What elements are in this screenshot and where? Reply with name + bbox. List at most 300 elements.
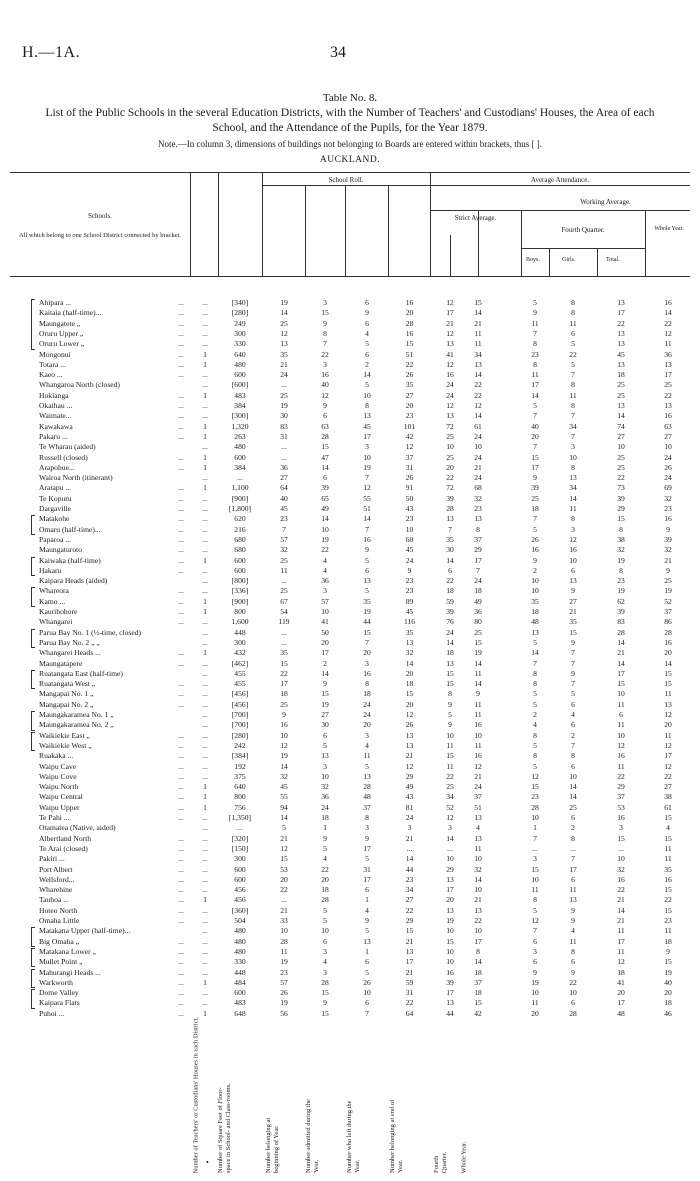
table-row bbox=[0, 720, 700, 730]
table-row bbox=[0, 391, 700, 401]
area-cell: [1,800] bbox=[228, 504, 252, 513]
table-row bbox=[0, 782, 700, 792]
school-name: Hakaru bbox=[39, 565, 62, 575]
total-cell: 21 bbox=[617, 895, 625, 905]
boys-cell: 19 bbox=[531, 977, 539, 987]
school-name: Maungatete „ bbox=[39, 318, 81, 328]
school-name: Pakiri ... bbox=[39, 854, 65, 864]
boys-cell: 5 bbox=[533, 905, 537, 915]
total-cell: 15 bbox=[617, 833, 625, 843]
girls-cell: 7 bbox=[571, 658, 575, 668]
whole-year-cell: 16 bbox=[664, 298, 672, 307]
left-cell: 55 bbox=[363, 493, 371, 503]
strict-whole-cell: 18 bbox=[474, 988, 482, 998]
strict-fourth-cell: 52 bbox=[446, 802, 454, 812]
school-name: Hokianga bbox=[39, 390, 69, 400]
boys-cell: 5 bbox=[533, 689, 537, 699]
left-cell: 10 bbox=[363, 390, 371, 400]
strict-fourth-cell: 16 bbox=[446, 967, 454, 977]
boys-cell: 1 bbox=[533, 823, 537, 833]
total-cell: 11 bbox=[617, 926, 625, 936]
school-name: Arapohue... bbox=[39, 462, 75, 472]
admitted-cell: 19 bbox=[321, 534, 329, 544]
roll-group-rule bbox=[262, 185, 430, 186]
table-row bbox=[0, 463, 700, 473]
houses-cell: ... bbox=[202, 771, 208, 781]
area-cell: 192 bbox=[234, 761, 246, 771]
school-name: Oruru Lower „ bbox=[39, 339, 85, 349]
houses-cell: ... bbox=[202, 874, 208, 884]
left-cell: 24 bbox=[363, 699, 371, 709]
houses-cell: 1 bbox=[203, 421, 207, 431]
school-name: Whangarei bbox=[39, 617, 73, 627]
school-name: Parua Bay No. 2 „ „ bbox=[39, 637, 100, 647]
houses-cell: 1 bbox=[203, 555, 207, 565]
strict-whole-cell: 68 bbox=[474, 483, 482, 493]
beginning-cell: 36 bbox=[280, 462, 288, 472]
table-row bbox=[0, 370, 700, 380]
row-dots: ... bbox=[178, 771, 184, 781]
school-name: Big Omaha „ bbox=[39, 936, 80, 946]
school-name: Aratapu ... bbox=[39, 483, 72, 493]
strict-fourth-cell: 15 bbox=[446, 668, 454, 678]
whole-year-cell: 27 bbox=[664, 431, 672, 441]
strict-fourth-cell: 24 bbox=[446, 627, 454, 637]
beginning-cell: 45 bbox=[280, 782, 288, 792]
houses-cell: ... bbox=[202, 339, 208, 349]
houses-cell: ... bbox=[202, 679, 208, 689]
area-cell: 484 bbox=[234, 977, 246, 987]
strict-whole-cell: 13 bbox=[474, 514, 482, 524]
school-name: Maungakaramea No. 1 „ bbox=[39, 710, 114, 719]
strict-whole-cell: 13 bbox=[474, 833, 482, 843]
school-name: Maungakaramea No. 2 „ bbox=[39, 720, 114, 730]
whole-year-cell: 24 bbox=[664, 452, 672, 462]
beginning-cell: 83 bbox=[280, 421, 288, 431]
table-row bbox=[0, 885, 700, 895]
admitted-cell: 5 bbox=[323, 843, 327, 853]
girls-cell: 6 bbox=[571, 813, 575, 822]
area-cell: [700] bbox=[231, 720, 249, 730]
table-row bbox=[0, 865, 700, 875]
girls-cell: 11 bbox=[569, 936, 577, 946]
admitted-cell: 5 bbox=[323, 740, 327, 750]
school-name: Mullet Point „ bbox=[39, 957, 83, 967]
table-row bbox=[0, 988, 700, 998]
row-dots: ... bbox=[178, 308, 184, 318]
houses-cell: ... bbox=[202, 813, 208, 822]
girls-cell: 7 bbox=[571, 740, 575, 750]
strict-whole-cell: 32 bbox=[474, 493, 482, 503]
table-row bbox=[0, 731, 700, 741]
area-cell: [150] bbox=[231, 843, 249, 853]
beginning-cell: 94 bbox=[280, 802, 288, 812]
area-cell: ... bbox=[237, 823, 243, 833]
school-name: Port Albert bbox=[39, 864, 73, 874]
admitted-cell: 14 bbox=[321, 514, 329, 524]
total-cell: 37 bbox=[617, 792, 625, 802]
girls-cell: 6 bbox=[571, 328, 575, 338]
row-dots: ... bbox=[178, 555, 184, 565]
beginning-cell: 53 bbox=[280, 864, 288, 874]
left-cell: 3 bbox=[365, 658, 369, 668]
strict-whole-cell: 11 bbox=[474, 668, 482, 678]
houses-cell: ... bbox=[202, 957, 208, 967]
beginning-cell: 45 bbox=[280, 504, 288, 513]
admitted-cell: 14 bbox=[321, 462, 329, 472]
admitted-cell: 4 bbox=[323, 854, 327, 864]
area-cell: 600 bbox=[234, 370, 246, 380]
left-cell: 20 bbox=[363, 648, 371, 658]
strict-whole-cell: 37 bbox=[474, 977, 482, 987]
strict-fourth-cell: 5 bbox=[448, 710, 452, 719]
area-cell: 600 bbox=[234, 988, 246, 998]
area-cell: 300 bbox=[234, 637, 246, 647]
left-cell: 3 bbox=[365, 823, 369, 833]
strict-whole-cell: 23 bbox=[474, 504, 482, 513]
girls-cell: 10 bbox=[569, 555, 577, 565]
whole-year-cell: 37 bbox=[664, 607, 672, 616]
admitted-cell: 50 bbox=[321, 627, 329, 637]
strict-whole-cell: 34 bbox=[474, 349, 482, 359]
whole-year-cell: 19 bbox=[664, 967, 672, 977]
table-row bbox=[0, 453, 700, 463]
school-name: Waipu Cave bbox=[39, 761, 77, 771]
houses-cell: ... bbox=[202, 370, 208, 380]
boys-cell: 28 bbox=[531, 802, 539, 812]
total-cell: 74 bbox=[617, 421, 625, 431]
houses-cell: ... bbox=[202, 576, 208, 586]
school-name: Albertland North bbox=[39, 833, 92, 843]
area-cell: 600 bbox=[234, 555, 246, 565]
average-attendance-header: Average Attendance. bbox=[530, 176, 590, 184]
girls-cell: 6 bbox=[571, 998, 575, 1008]
left-cell: 9 bbox=[365, 916, 369, 925]
area-cell: 600 bbox=[234, 874, 246, 884]
houses-cell: 1 bbox=[203, 359, 207, 369]
left-cell: 8 bbox=[365, 401, 369, 410]
houses-cell: 1 bbox=[203, 895, 207, 905]
left-cell: 18 bbox=[363, 689, 371, 699]
whole-year-cell: 22 bbox=[664, 895, 672, 905]
strict-whole-cell: 11 bbox=[474, 843, 482, 853]
whole-year-cell: 86 bbox=[664, 617, 672, 627]
area-cell: 263 bbox=[234, 431, 246, 441]
school-name: Omaha Little bbox=[39, 916, 80, 925]
strict-fourth-cell: 12 bbox=[446, 813, 454, 822]
girls-cell: 22 bbox=[569, 349, 577, 359]
boys-cell: 8 bbox=[533, 668, 537, 678]
houses-cell: 1 bbox=[203, 802, 207, 812]
left-cell: 7 bbox=[365, 1008, 369, 1018]
total-cell: 19 bbox=[617, 555, 625, 565]
strict-whole-cell: 37 bbox=[474, 534, 482, 544]
beginning-cell: 5 bbox=[282, 823, 286, 833]
girls-cell: 6 bbox=[571, 699, 575, 709]
area-cell: 300 bbox=[234, 854, 246, 864]
whole-year-cell: 69 bbox=[664, 483, 672, 493]
row-dots: ... bbox=[178, 761, 184, 771]
school-name: Matakana Lower „ bbox=[39, 946, 96, 956]
area-cell: [1,350] bbox=[228, 813, 252, 822]
strict-fourth-cell: 13 bbox=[446, 339, 454, 349]
strict-whole-cell: 15 bbox=[474, 998, 482, 1008]
strict-whole-cell: 32 bbox=[474, 864, 482, 874]
school-name: Oruru Upper „ bbox=[39, 328, 84, 338]
whole-year-cell: 52 bbox=[664, 596, 672, 606]
whole-year-cell: 40 bbox=[664, 977, 672, 987]
girls-cell: 8 bbox=[571, 514, 575, 524]
end-cell: 51 bbox=[405, 349, 414, 359]
col-divider bbox=[450, 235, 451, 276]
end-cell: 20 bbox=[405, 308, 414, 318]
houses-cell: ... bbox=[202, 967, 208, 977]
admitted-cell: 32 bbox=[321, 782, 329, 792]
total-cell: 15 bbox=[617, 514, 625, 524]
row-dots: ... bbox=[178, 679, 184, 689]
whole-year-cell: 13 bbox=[664, 359, 672, 369]
girls-cell: 34 bbox=[569, 421, 577, 431]
total-cell: 83 bbox=[617, 617, 625, 627]
total-cell: 17 bbox=[617, 936, 625, 946]
total-cell: 20 bbox=[617, 988, 625, 998]
girls-cell: 6 bbox=[571, 957, 575, 967]
district-bracket bbox=[31, 969, 35, 989]
beginning-cell: 40 bbox=[280, 493, 288, 503]
table-row bbox=[0, 380, 700, 390]
boys-cell: 13 bbox=[531, 627, 539, 637]
left-cell: 28 bbox=[363, 782, 371, 792]
strict-fourth-cell: 11 bbox=[446, 740, 454, 750]
whole-year-cell: 24 bbox=[664, 473, 672, 483]
end-cell: 24 bbox=[405, 555, 414, 565]
girls-cell: 35 bbox=[569, 617, 577, 627]
area-cell: 1,600 bbox=[231, 617, 249, 627]
strict-whole-cell: 12 bbox=[474, 761, 482, 771]
total-cell: 10 bbox=[617, 442, 625, 452]
houses-cell: ... bbox=[202, 936, 208, 946]
strict-fourth-cell: 17 bbox=[446, 308, 454, 318]
district-bracket bbox=[31, 989, 35, 1009]
girls-cell: 34 bbox=[569, 483, 577, 493]
school-name: Mahurangi Heads ... bbox=[39, 967, 101, 977]
school-name: Te Wharau (aided) bbox=[39, 442, 96, 452]
houses-cell: ... bbox=[202, 751, 208, 761]
boys-cell: 5 bbox=[533, 298, 537, 307]
beginning-cell: 25 bbox=[280, 390, 288, 400]
girls-cell: 13 bbox=[569, 473, 577, 483]
row-dots: ... bbox=[178, 1008, 184, 1018]
admitted-header: Number admitted during the Year. bbox=[305, 1099, 320, 1173]
houses-cell: ... bbox=[202, 318, 208, 328]
strict-fourth-cell: 59 bbox=[446, 596, 454, 606]
table-row bbox=[0, 772, 700, 782]
boys-cell: 15 bbox=[531, 452, 539, 462]
row-dots: ... bbox=[178, 967, 184, 977]
total-cell: 10 bbox=[617, 730, 625, 740]
boys-cell: 8 bbox=[533, 679, 537, 689]
girls-cell: 8 bbox=[571, 462, 575, 472]
school-name: Puhoi ... bbox=[39, 1008, 65, 1018]
strict-whole-cell: 24 bbox=[474, 782, 482, 792]
school-name: Kaeo ... bbox=[39, 370, 63, 380]
girls-cell: 8 bbox=[571, 833, 575, 843]
whole-year-cell: 22 bbox=[664, 390, 672, 400]
houses-cell: ... bbox=[202, 926, 208, 936]
admitted-cell: 20 bbox=[321, 874, 329, 884]
beginning-cell: 31 bbox=[280, 431, 288, 441]
table-row bbox=[0, 617, 700, 627]
school-name: Russell (closed) bbox=[39, 452, 88, 462]
area-cell: 600 bbox=[234, 452, 246, 462]
left-cell: 37 bbox=[363, 802, 371, 812]
strict-whole-cell: 16 bbox=[474, 751, 482, 761]
boys-cell: 40 bbox=[531, 421, 539, 431]
boys-cell: 5 bbox=[533, 740, 537, 750]
houses-cell: ... bbox=[202, 637, 208, 647]
row-dots: ... bbox=[178, 916, 184, 925]
strict-whole-cell: 22 bbox=[474, 916, 482, 925]
end-cell: 16 bbox=[405, 298, 414, 307]
beginning-cell: 14 bbox=[280, 761, 288, 771]
total-cell: 16 bbox=[617, 751, 625, 761]
girls-cell: 7 bbox=[571, 370, 575, 380]
girls-cell: 13 bbox=[569, 576, 577, 586]
strict-whole-cell: 24 bbox=[474, 431, 482, 441]
area-cell: [280] bbox=[231, 730, 249, 740]
houses-cell: ... bbox=[202, 843, 208, 853]
school-name: Dargaville bbox=[39, 504, 71, 513]
strict-whole-cell: 14 bbox=[474, 957, 482, 967]
girls-cell: 6 bbox=[571, 720, 575, 730]
school-name: Waikiekie East „ bbox=[39, 730, 90, 740]
table-row bbox=[0, 741, 700, 751]
whole-year-cell: 12 bbox=[664, 710, 672, 719]
end-cell: 64 bbox=[405, 1008, 414, 1018]
strict-fourth-cell: 24 bbox=[446, 390, 454, 400]
total-cell: 23 bbox=[617, 576, 625, 586]
total-cell: 13 bbox=[617, 359, 625, 369]
total-header: Total. bbox=[606, 257, 620, 263]
beginning-cell: 54 bbox=[280, 607, 288, 616]
row-dots: ... bbox=[178, 740, 184, 750]
strict-fourth-cell: 9 bbox=[448, 699, 452, 709]
houses-cell: ... bbox=[202, 473, 208, 483]
admitted-cell: 10 bbox=[321, 607, 329, 616]
admitted-cell: 6 bbox=[323, 411, 327, 421]
admitted-cell: 47 bbox=[321, 452, 329, 462]
admitted-cell: 18 bbox=[321, 813, 329, 822]
area-cell: 680 bbox=[234, 545, 246, 555]
left-cell: 4 bbox=[365, 740, 369, 750]
strict-fourth-cell: 76 bbox=[446, 617, 454, 627]
admitted-cell: 3 bbox=[323, 586, 327, 596]
left-cell: 11 bbox=[363, 751, 371, 761]
area-cell: 483 bbox=[234, 998, 246, 1008]
area-cell: 480 bbox=[234, 359, 246, 369]
admitted-cell: 28 bbox=[321, 977, 329, 987]
area-cell: ... bbox=[237, 473, 243, 483]
row-dots: ... bbox=[178, 689, 184, 699]
left-cell: 16 bbox=[363, 534, 371, 544]
girls-cell: 17 bbox=[569, 864, 577, 874]
school-name: Te Arai (closed) bbox=[39, 843, 88, 853]
strict-whole-cell: 22 bbox=[474, 390, 482, 400]
beginning-cell: ... bbox=[281, 452, 287, 462]
end-cell: 3 bbox=[407, 823, 412, 833]
whole-year-cell: 11 bbox=[664, 854, 672, 864]
strict-whole-cell: 15 bbox=[474, 298, 482, 307]
beginning-cell: ... bbox=[281, 380, 287, 390]
girls-cell: ... bbox=[570, 843, 576, 853]
girls-header: Girls. bbox=[562, 257, 576, 263]
table-row bbox=[0, 628, 700, 638]
end-cell: 45 bbox=[405, 607, 414, 616]
houses-cell: ... bbox=[202, 885, 208, 895]
left-cell: 19 bbox=[363, 607, 371, 616]
row-dots: ... bbox=[178, 370, 184, 380]
total-cell: 14 bbox=[617, 411, 625, 421]
girls-cell: 11 bbox=[569, 318, 577, 328]
boys-cell: 11 bbox=[531, 318, 539, 328]
left-cell: 2 bbox=[365, 359, 369, 369]
boys-cell: 25 bbox=[531, 493, 539, 503]
end-cell: 81 bbox=[405, 802, 414, 812]
boys-cell: 12 bbox=[531, 916, 539, 925]
area-cell: 1,100 bbox=[231, 483, 249, 493]
end-cell: ... bbox=[406, 843, 413, 853]
end-cell: 116 bbox=[403, 617, 416, 627]
strict-whole-cell: 37 bbox=[474, 792, 482, 802]
row-dots: ... bbox=[178, 813, 184, 822]
strict-fourth-cell: 10 bbox=[446, 730, 454, 740]
strict-fourth-cell: 35 bbox=[446, 534, 454, 544]
strict-whole-cell: 14 bbox=[474, 874, 482, 884]
end-cell: 27 bbox=[405, 895, 414, 905]
boys-cell: 5 bbox=[533, 699, 537, 709]
table-row bbox=[0, 998, 700, 1008]
whole-year-cell: 25 bbox=[664, 380, 672, 390]
whole-year-cell: 9 bbox=[666, 946, 670, 956]
beginning-cell: 14 bbox=[280, 813, 288, 822]
school-name: Waipu Central bbox=[39, 792, 83, 802]
boys-cell: 6 bbox=[533, 957, 537, 967]
table-row bbox=[0, 669, 700, 679]
strict-fourth-cell: 25 bbox=[446, 431, 454, 441]
admitted-cell: 14 bbox=[321, 668, 329, 678]
school-name: Wharehine bbox=[39, 885, 73, 895]
row-dots: ... bbox=[178, 565, 184, 575]
boys-cell: 8 bbox=[533, 895, 537, 905]
admitted-cell: 4 bbox=[323, 555, 327, 565]
col-divider bbox=[388, 185, 389, 276]
table-row bbox=[0, 813, 700, 823]
end-cell: 43 bbox=[405, 504, 414, 513]
girls-cell: 7 bbox=[571, 648, 575, 658]
area-cell: 648 bbox=[234, 1008, 246, 1018]
col-divider bbox=[521, 210, 522, 276]
beginning-cell: 9 bbox=[282, 710, 286, 719]
whole-year-cell: 14 bbox=[664, 308, 672, 318]
beginning-cell: 19 bbox=[280, 998, 288, 1008]
left-cell: 7 bbox=[365, 637, 369, 647]
boys-cell: 9 bbox=[533, 555, 537, 565]
left-cell: 5 bbox=[365, 967, 369, 977]
end-cell: 50 bbox=[405, 493, 414, 503]
table-row bbox=[0, 844, 700, 854]
beginning-cell: 23 bbox=[280, 967, 288, 977]
strict-fourth-cell: 18 bbox=[446, 586, 454, 596]
